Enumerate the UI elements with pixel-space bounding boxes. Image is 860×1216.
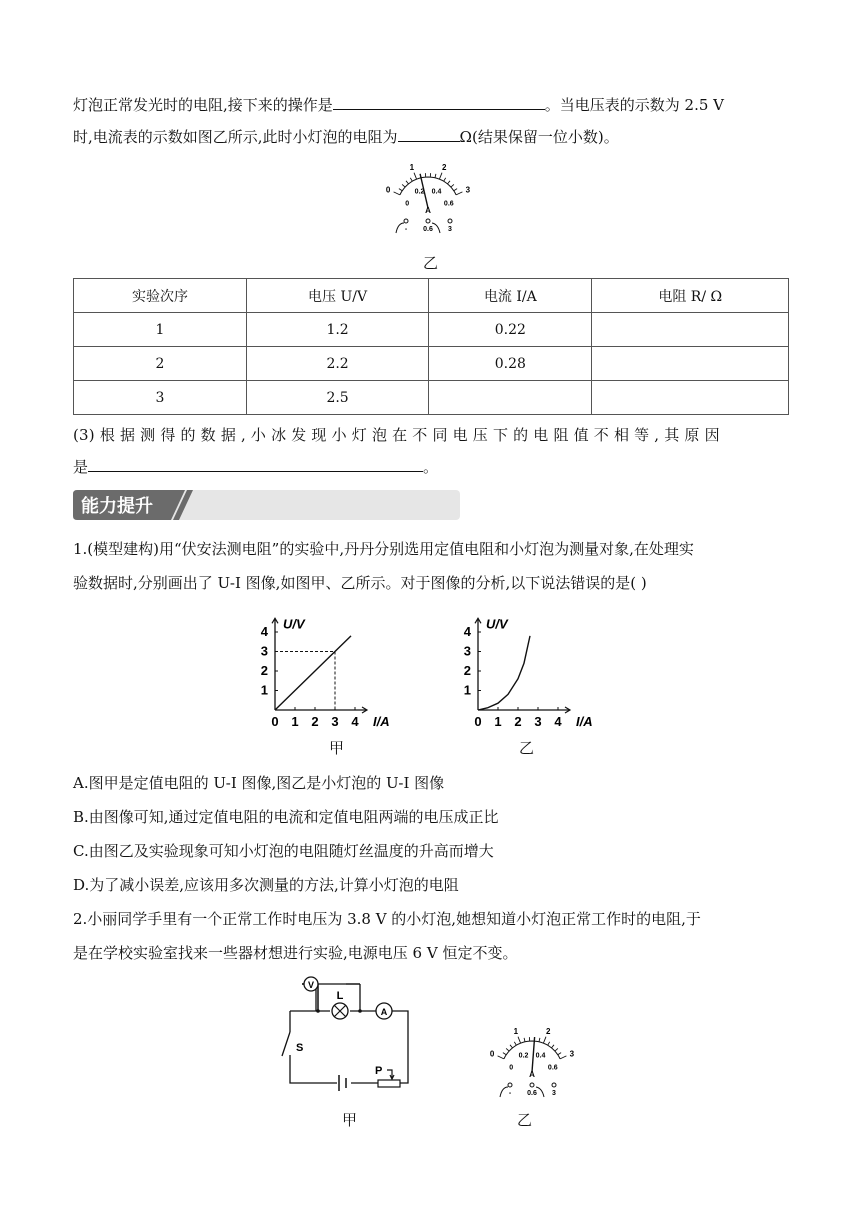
option-a[interactable]: A.图甲是定值电阻的 U-I 图像,图乙是小灯泡的 U-I 图像 bbox=[73, 774, 445, 792]
p1-line-2: 验数据时,分别画出了 U-I 图像,如图甲、乙所示。对于图像的分析,以下说法错误的是( ) bbox=[73, 574, 647, 592]
dial-terminal-0.6 bbox=[530, 1083, 534, 1087]
data-series-line bbox=[478, 636, 530, 710]
dial-terminal-label: 3 bbox=[448, 226, 452, 233]
x-tick-label: 3 bbox=[534, 714, 542, 729]
dial-lower-label: 0.2 bbox=[414, 188, 425, 196]
dial-tick bbox=[448, 181, 451, 184]
caption-yi: 乙 bbox=[519, 739, 535, 757]
dial-tick bbox=[548, 1042, 550, 1045]
y-tick-label: 4 bbox=[260, 624, 268, 639]
table-header-cell: 电阻 R/ Ω bbox=[592, 279, 789, 313]
x-tick-label: 2 bbox=[311, 714, 319, 729]
dial-tick bbox=[510, 1045, 513, 1048]
table-row bbox=[74, 313, 789, 347]
dial-lower-label: 0.6 bbox=[547, 1064, 558, 1072]
dial-upper-label: 1 bbox=[409, 163, 415, 173]
dial-tick bbox=[451, 184, 454, 187]
table-cell: 1.2 bbox=[246, 313, 428, 347]
data-table bbox=[73, 278, 789, 415]
x-tick-label: 0 bbox=[474, 714, 482, 729]
dial-tick bbox=[410, 178, 412, 181]
dial-tick bbox=[543, 1037, 546, 1044]
x-tick-label: 1 bbox=[494, 714, 502, 729]
dial-upper-label: 2 bbox=[441, 163, 447, 173]
q3-line-2 bbox=[73, 456, 438, 477]
caption-yi-2: 乙 bbox=[517, 1111, 533, 1129]
table-cell[interactable] bbox=[592, 347, 789, 381]
dial-lower-label: 0 bbox=[405, 200, 410, 208]
caption-jia: 甲 bbox=[329, 739, 345, 757]
switch-label: S bbox=[296, 1042, 304, 1054]
dial-tick bbox=[514, 1042, 516, 1045]
y-tick-label: 3 bbox=[260, 643, 268, 659]
table-header-cell: 实验次序 bbox=[74, 279, 247, 313]
dial-arc bbox=[504, 1041, 560, 1059]
table-cell[interactable] bbox=[592, 313, 789, 347]
circuit-diagram bbox=[280, 970, 420, 1095]
text-line-1 bbox=[73, 94, 724, 115]
table-cell: 0.22 bbox=[429, 313, 592, 347]
text-l1a: 灯泡正常发光时的电阻,接下来的操作是 bbox=[73, 96, 333, 114]
y-tick-label: 3 bbox=[463, 643, 471, 659]
dial-tick bbox=[506, 1048, 509, 1051]
dial-tick bbox=[439, 173, 442, 180]
dial-upper-label: 2 bbox=[545, 1027, 551, 1037]
table-header-cell: 电压 U/V bbox=[246, 279, 428, 313]
table-cell: 2 bbox=[74, 347, 247, 381]
lamp-label: L bbox=[336, 990, 344, 1002]
table-cell: 3 bbox=[74, 381, 247, 415]
dial-wire bbox=[536, 1087, 544, 1097]
q3-text-start: 是 bbox=[73, 458, 89, 476]
section-banner-title: 能力提升 bbox=[81, 496, 153, 516]
dial-lower-label: 0 bbox=[509, 1064, 514, 1072]
text-l2b: Ω(结果保留一位小数)。 bbox=[459, 128, 619, 146]
dial-lower-label: 0.2 bbox=[518, 1052, 529, 1060]
dial-upper-label: 0 bbox=[489, 1049, 495, 1059]
dial-tick bbox=[399, 189, 402, 191]
dial-terminal-label: - bbox=[404, 226, 408, 233]
dial-tick bbox=[558, 1053, 561, 1055]
data-series-line bbox=[275, 636, 351, 710]
x-tick-label: 2 bbox=[514, 714, 522, 729]
x-tick-label: 0 bbox=[271, 714, 279, 729]
dial-tick bbox=[524, 1038, 525, 1042]
dial-tick bbox=[518, 1037, 521, 1044]
x-tick-label: 3 bbox=[331, 714, 339, 729]
dial-lower-label: 0.4 bbox=[431, 188, 442, 196]
dial-lower-label: 0.6 bbox=[443, 200, 454, 208]
table-header-row bbox=[74, 279, 789, 313]
dial-wire bbox=[396, 223, 404, 233]
table-cell: 0.28 bbox=[429, 347, 592, 381]
option-c[interactable]: C.由图乙及实验现象可知小灯泡的电阻随灯丝温度的升高而增大 bbox=[73, 842, 494, 860]
section-banner bbox=[73, 490, 460, 520]
caption-yi-top: 乙 bbox=[423, 254, 439, 272]
dial-lower-label: 0.4 bbox=[535, 1052, 546, 1060]
dial-terminal-3 bbox=[448, 219, 452, 223]
q3-text-end: 。 bbox=[423, 458, 439, 476]
text-l1b: 。当电压表的示数为 2.5 V bbox=[544, 96, 725, 114]
dial-terminal-negative bbox=[404, 219, 408, 223]
dial-terminal-3 bbox=[552, 1083, 556, 1087]
x-tick-label: 4 bbox=[554, 714, 562, 729]
caption-jia-2: 甲 bbox=[342, 1111, 358, 1129]
x-axis-label: I/A bbox=[576, 714, 593, 729]
table-header-cell: 电流 I/A bbox=[429, 279, 592, 313]
dial-terminal-0.6 bbox=[426, 219, 430, 223]
p1-line-1: 1.(模型建构)用“伏安法测电阻”的实验中,丹丹分别选用定值电阻和小灯泡为测量对象,在处理实 bbox=[73, 540, 694, 558]
text-line-2 bbox=[73, 126, 619, 147]
dial-tick bbox=[394, 192, 400, 195]
dial-tick bbox=[406, 181, 409, 184]
ui-graph-jia bbox=[255, 598, 405, 730]
table-row bbox=[74, 381, 789, 415]
answer-blank-3[interactable] bbox=[88, 457, 423, 472]
y-tick-label: 1 bbox=[260, 682, 268, 698]
dial-upper-label: 3 bbox=[569, 1049, 575, 1059]
table-cell[interactable] bbox=[592, 381, 789, 415]
p2-line-1: 2.小丽同学手里有一个正常工作时电压为 3.8 V 的小灯泡,她想知道小灯泡正常工作时的电阻,于 bbox=[73, 910, 701, 928]
dial-terminal-label: 0.6 bbox=[423, 226, 433, 233]
dial-tick bbox=[402, 184, 405, 187]
q3-line-1: (3) 根 据 测 得 的 数 据 , 小 冰 发 现 小 灯 泡 在 不 同 电 压 下 的 电 阻 值 不 相 等 , 其 原 因 bbox=[73, 426, 720, 444]
ui-graph-yi bbox=[458, 598, 608, 730]
answer-blank-1[interactable] bbox=[333, 95, 545, 110]
dial-tick bbox=[414, 173, 417, 180]
dial-tick bbox=[552, 1045, 555, 1048]
option-b[interactable]: B.由图像可知,通过定值电阻的电流和定值电阻两端的电压成正比 bbox=[73, 808, 499, 826]
dial-upper-label: 1 bbox=[513, 1027, 519, 1037]
dial-tick bbox=[560, 1056, 566, 1059]
dial-tick bbox=[435, 174, 436, 178]
dial-tick bbox=[503, 1053, 506, 1055]
dial-wire bbox=[500, 1087, 508, 1097]
dial-terminal-label: - bbox=[508, 1090, 512, 1097]
dial-terminal-negative bbox=[508, 1083, 512, 1087]
option-d[interactable]: D.为了减小误差,应该用多次测量的方法,计算小灯泡的电阻 bbox=[73, 876, 459, 894]
dial-needle bbox=[532, 1037, 535, 1072]
table-cell: 2.5 bbox=[246, 381, 428, 415]
dial-tick bbox=[444, 178, 446, 181]
dial-terminal-label: 3 bbox=[552, 1090, 556, 1097]
dial-tick bbox=[456, 192, 462, 195]
table-cell: 1 bbox=[74, 313, 247, 347]
y-axis-label: U/V bbox=[283, 616, 305, 632]
table-row bbox=[74, 347, 789, 381]
p2-line-2: 是在学校实验室找来一些器材想进行实验,电源电压 6 V 恒定不变。 bbox=[73, 944, 518, 962]
y-tick-label: 2 bbox=[260, 663, 268, 678]
x-tick-label: 4 bbox=[351, 714, 359, 729]
ammeter-dial-figure-2 bbox=[472, 1022, 592, 1102]
slider-label: P bbox=[375, 1065, 383, 1077]
dial-unit: A bbox=[529, 1070, 535, 1079]
y-tick-label: 1 bbox=[463, 682, 471, 698]
y-tick-label: 4 bbox=[463, 624, 471, 639]
dial-upper-label: 0 bbox=[385, 185, 391, 195]
answer-blank-2[interactable] bbox=[398, 127, 460, 142]
dial-tick bbox=[555, 1048, 558, 1051]
y-axis-label: U/V bbox=[486, 616, 508, 632]
x-axis-label: I/A bbox=[373, 714, 390, 729]
dial-tick bbox=[454, 189, 457, 191]
dial-unit: A bbox=[425, 206, 431, 215]
dial-wire bbox=[432, 223, 440, 233]
dial-tick bbox=[539, 1038, 540, 1042]
dial-terminal-label: 0.6 bbox=[527, 1090, 537, 1097]
ammeter-dial-figure bbox=[368, 158, 488, 238]
x-tick-label: 1 bbox=[291, 714, 299, 729]
voltmeter-label: V bbox=[307, 980, 315, 990]
dial-arc bbox=[400, 177, 456, 195]
y-tick-label: 2 bbox=[463, 663, 471, 678]
ammeter-label: A bbox=[380, 1007, 388, 1017]
dial-upper-label: 3 bbox=[465, 185, 471, 195]
table-cell: 2.2 bbox=[246, 347, 428, 381]
dial-tick bbox=[498, 1056, 504, 1059]
table-cell[interactable] bbox=[429, 381, 592, 415]
text-l2a: 时,电流表的示数如图乙所示,此时小灯泡的电阻为 bbox=[73, 128, 398, 146]
